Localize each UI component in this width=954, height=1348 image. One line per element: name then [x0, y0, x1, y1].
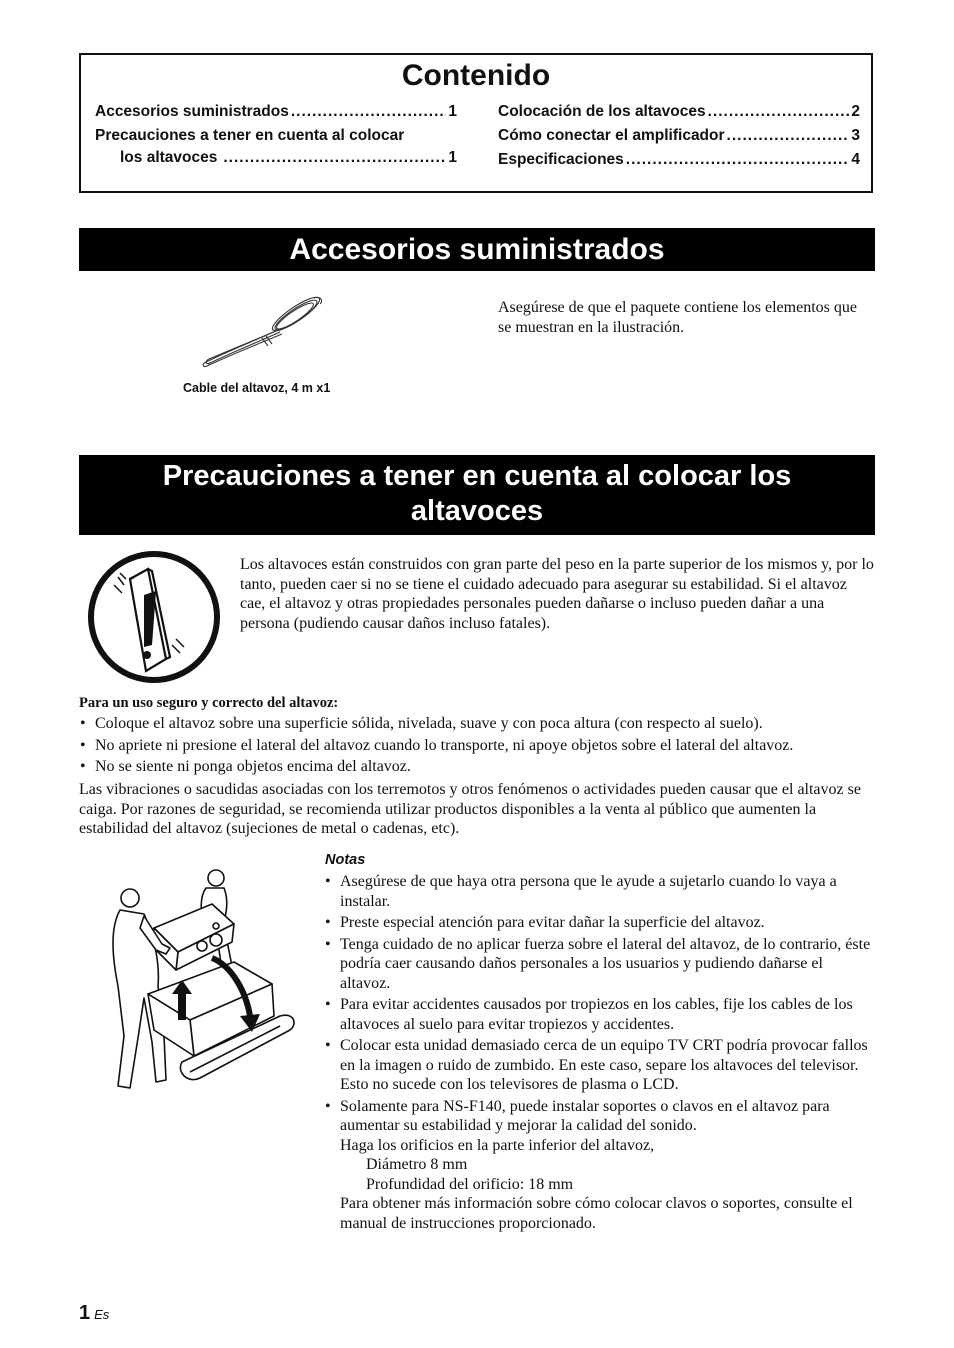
notes-list [324, 872, 876, 1233]
notes-title: Notas [325, 852, 366, 868]
heading-line-2: altavoces [410, 495, 544, 527]
note-text: • Solamente para NS-F140, puede instalar soportes o clavos en el altavoz para aumentar su estabilidad y mejorar la calidad del sonido. [340, 1097, 830, 1134]
section-heading-accesorios: Accesorios suministrados [79, 228, 875, 271]
toc-entry[interactable]: Colocación de los altavoces ..... 2 [498, 103, 860, 121]
language-code: Es [94, 1307, 110, 1322]
list-item: • Asegúrese de que haya otra persona que le ayude a sujetarlo cuando lo vaya a instalar. [324, 872, 876, 911]
two-persons-carrying-speaker-illustration [104, 866, 300, 1098]
vibrations-text: Las vibraciones o sacudidas asociadas con los terremotos y otros fenómenos o actividades pueden causar que el altavoz se caiga. Por razones de seguridad, se recomienda utilizar productos disponibles a la venta al público que aumenten la estabilidad del altavoz (sujeciones de metal o cadenas, etc). [79, 781, 861, 837]
toc-entry[interactable]: Especificaciones ..... 4 [498, 151, 860, 169]
safe-use-title: Para un uso seguro y correcto del altavoz: [79, 695, 339, 711]
section-heading-precauciones [79, 455, 875, 535]
list-item: • Coloque el altavoz sobre una superficie sólida, nivelada, suave y con poca altura (con respecto al suelo). [79, 714, 879, 734]
list-item: • No se siente ni ponga objetos encima del altavoz. [79, 757, 879, 777]
toc-entry[interactable]: Cómo conectar el amplificador ..... 3 [498, 127, 860, 145]
page-footer [79, 1302, 109, 1325]
toc-entry[interactable]: los altavoces ..... 1 [120, 149, 457, 167]
safe-use-list [79, 714, 879, 777]
hole-depth: Profundidad del orificio: 18 mm [366, 1175, 574, 1193]
hole-diameter: Diámetro 8 mm [366, 1156, 468, 1173]
toc-title: Contenido [401, 59, 551, 92]
list-item: • Para evitar accidentes causados por tropiezos en los cables, fije los cables de los altavoces al suelo para evitar tropiezos y accidentes. [324, 995, 876, 1034]
list-item: • Tenga cuidado de no aplicar fuerza sobre el lateral del altavoz, de lo contrario, éste podría caer causando daños personales a los usuarios y pudiendo dañarse el altavoz. [324, 935, 876, 994]
list-item: • No apriete ni presione el lateral del altavoz cuando lo transporte, ni apoye objetos sobre el lateral del altavoz. [79, 736, 879, 756]
falling-speaker-warning-icon [84, 549, 224, 687]
list-item [324, 1097, 876, 1234]
toc-entry[interactable]: Accesorios suministrados ..... 1 [95, 103, 457, 121]
fall-warning-text: Los altavoces están construidos con gran parte del peso en la parte superior de los mismos y, por lo tanto, pueden caer si no se tiene el cuidado adecuado para asegurar su estabilidad. Si el altavoz cae, el altavoz y otras propiedades personales pueden dañarse o incluso pueden dañar a una persona (pudiendo causar daños incluso fatales). [240, 556, 874, 632]
page-number: 1 [79, 1302, 91, 1324]
accessories-intro-text: Asegúrese de que el paquete contiene los elementos que se muestran en la ilustración. [498, 299, 857, 336]
list-item: • Colocar esta unidad demasiado cerca de un equipo TV CRT podría provocar fallos en la imagen o ruido de zumbido. En este caso, separe los altavoces del televisor. Esto no sucede con los televisores de plasma o LCD. [324, 1036, 876, 1095]
speaker-cable-illustration [196, 292, 332, 374]
heading-line-1: Precauciones a tener en cuenta al colocar los [162, 460, 792, 492]
table-of-contents [79, 53, 873, 193]
more-info-text: Para obtener más información sobre cómo colocar clavos o soportes, consulte el manual de instrucciones proporcionado. [340, 1195, 853, 1232]
list-item: • Preste especial atención para evitar dañar la superficie del altavoz. [324, 913, 876, 933]
toc-entry[interactable]: Precauciones a tener en cuenta al colocar [95, 127, 405, 144]
cable-caption: Cable del altavoz, 4 m x1 [183, 381, 331, 395]
holes-intro: Haga los orificios en la parte inferior del altavoz, [340, 1136, 655, 1154]
